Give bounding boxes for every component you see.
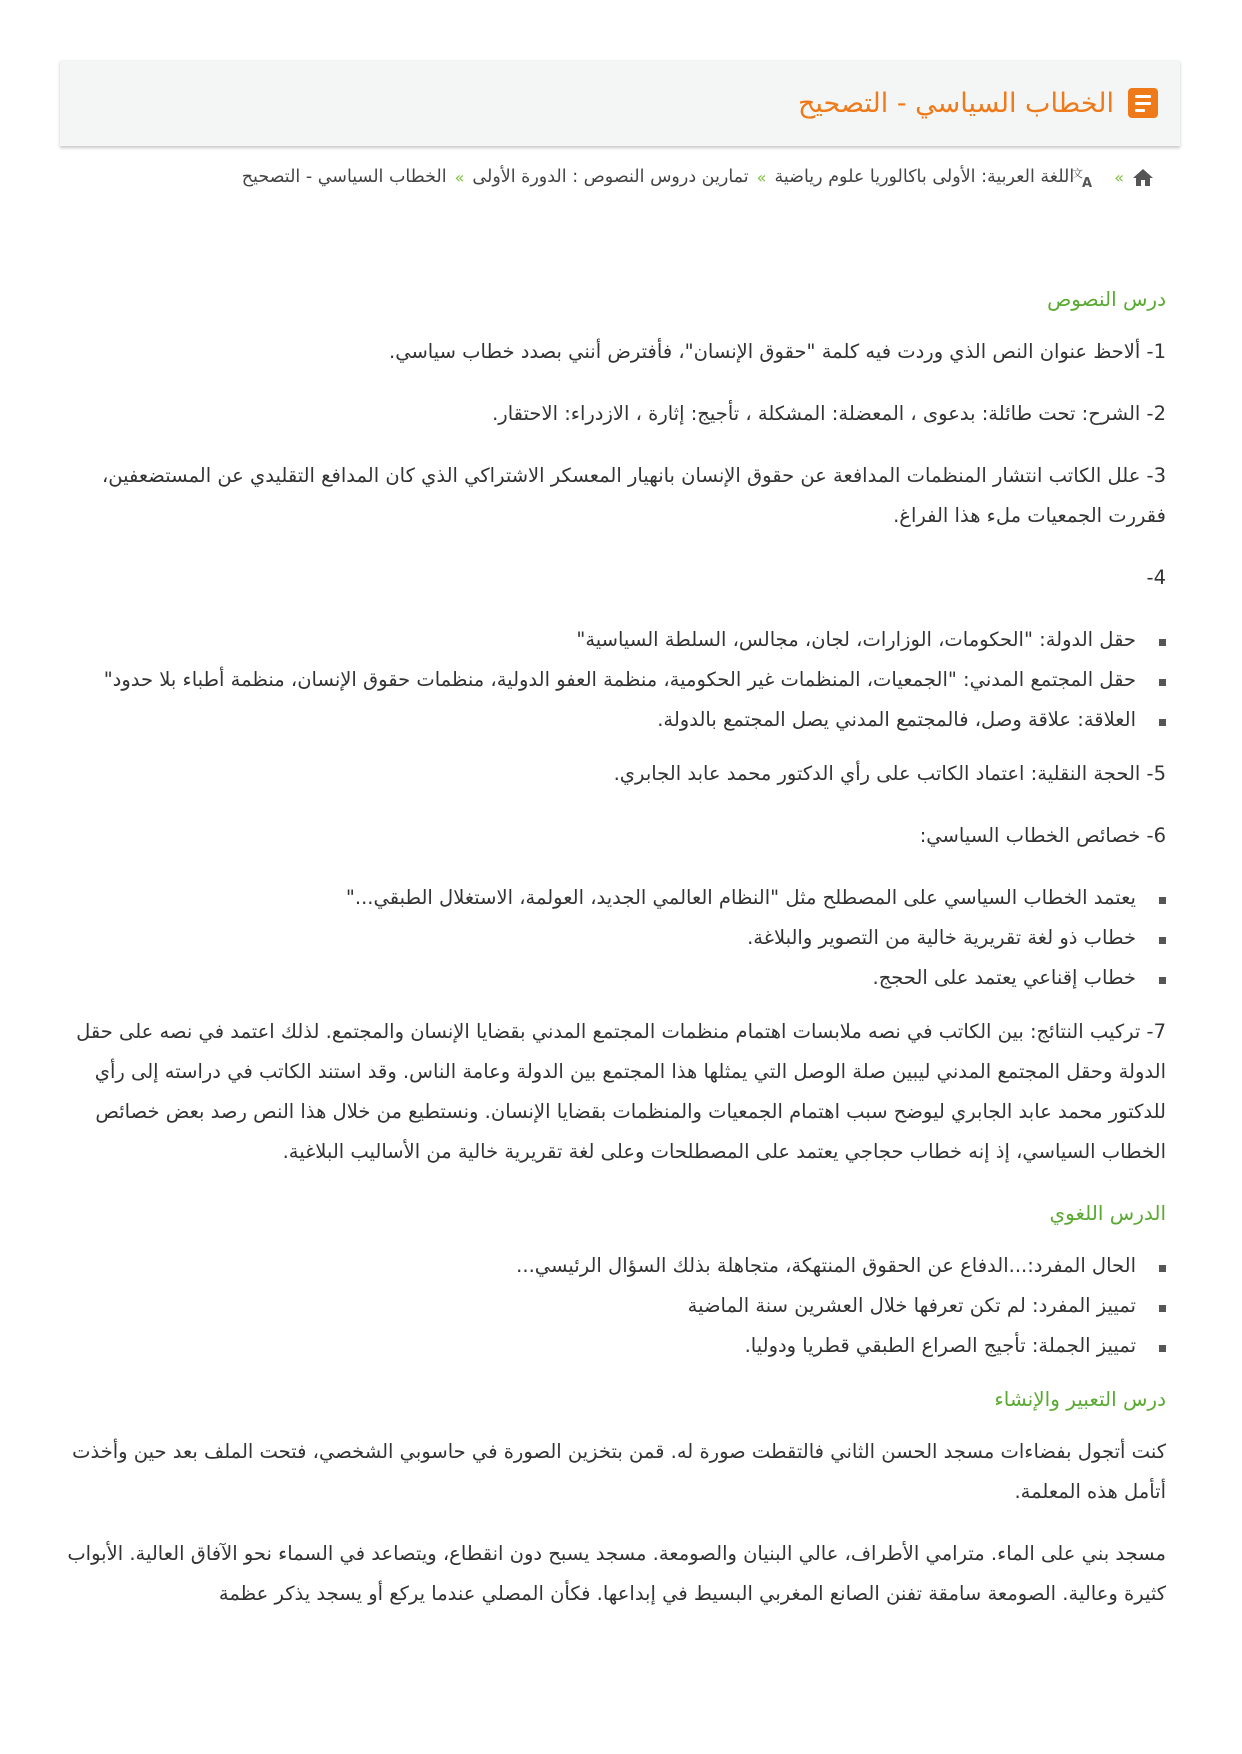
list-item: تمييز المفرد: لم تكن تعرفها خلال العشرين سنة الماضية — [66, 1286, 1136, 1326]
answer-3: 3- علل الكاتب انتشار المنظمات المدافعة عن حقوق الإنسان بانهيار المعسكر الاشتراكي الذي كان المدافع التقليدي عن المستضعفين، فقررت الجمعيات ملء هذا الفراغ. — [102, 464, 1166, 527]
section-heading-texts: درس النصوص — [1047, 287, 1166, 311]
answer-6-list — [66, 878, 1166, 998]
answer-1: 1- ألاحظ عنوان النص الذي وردت فيه كلمة "حقوق الإنسان"، فأفترض أنني بصدد خطاب سياسي. — [389, 340, 1166, 363]
home-icon[interactable] — [1132, 167, 1154, 187]
answer-2: 2- الشرح: تحت طائلة: بدعوى ، المعضلة: المشكلة ، تأجيج: إثارة ، الازدراء: الاحتقار. — [492, 402, 1166, 425]
title-bar — [60, 60, 1180, 146]
list-item: تمييز الجملة: تأجيج الصراع الطبقي قطريا ودوليا. — [66, 1326, 1136, 1366]
list-item: الحال المفرد:...الدفاع عن الحقوق المنتهكة، متجاهلة بذلك السؤال الرئيسي... — [66, 1246, 1136, 1286]
article-content — [66, 280, 1166, 1636]
language-list — [66, 1246, 1166, 1366]
answer-7: 7- تركيب النتائج: بين الكاتب في نصه ملابسات اهتمام منظمات المجتمع المدني بقضايا الإنسان والمجتمع. لذلك اعتمد في نصه على حقل الدولة وحقل المجتمع المدني ليبين صلة الوصل التي يمثلها هذا المجتمع بين الدولة وعامة الناس. وقد استند الكاتب في دراسته إلى رأي للدكتور محمد عابد الجابري ليوضح سبب اهتمام الجمعيات والمنظمات بقضايا الإنسان. ونستطيع من خلال هذا النص رصد بعض خصائص الخطاب السياسي، إذ إنه خطاب حجاجي يعتمد على المصطلحات وعلى لغة تقريرية خالية من الأساليب البلاغية. — [76, 1020, 1166, 1163]
list-item: يعتمد الخطاب السياسي على المصطلح مثل "النظام العالمي الجديد، العولمة، الاستغلال الطبقي..." — [66, 878, 1136, 918]
answer-4: 4- — [1146, 566, 1166, 589]
composition-paragraph-1: كنت أتجول بفضاءات مسجد الحسن الثاني فالتقطت صورة له. قمن بتخزين الصورة في حاسوبي الشخصي، فتحت الملف بعد حين وأخذت أتأمل هذه المعلمة. — [72, 1440, 1166, 1503]
section-heading-language: الدرس اللغوي — [1049, 1201, 1166, 1225]
list-item: خطاب ذو لغة تقريرية خالية من التصوير والبلاغة. — [66, 918, 1136, 958]
breadcrumb-current: الخطاب السياسي - التصحيح — [241, 167, 447, 187]
svg-text:A: A — [1082, 176, 1093, 191]
breadcrumb-link-exercises[interactable]: تمارين دروس النصوص : الدورة الأولى — [472, 167, 749, 187]
answer-5: 5- الحجة النقلية: اعتماد الكاتب على رأي الدكتور محمد عابد الجابري. — [613, 762, 1166, 785]
page-title: الخطاب السياسي - التصحيح — [797, 87, 1114, 119]
list-item: العلاقة: علاقة وصل، فالمجتمع المدني يصل المجتمع بالدولة. — [66, 700, 1136, 740]
answer-4-list — [66, 620, 1166, 740]
breadcrumb — [60, 166, 1154, 191]
breadcrumb-separator: » — [1114, 167, 1124, 187]
breadcrumb-separator: » — [756, 167, 767, 187]
document-icon — [1128, 88, 1158, 118]
answer-6: 6- خصائص الخطاب السياسي: — [919, 824, 1166, 847]
list-item: حقل الدولة: "الحكومات، الوزارات، لجان، مجالس، السلطة السياسية" — [66, 620, 1136, 660]
composition-paragraph-2: مسجد بني على الماء. مترامي الأطراف، عالي البنيان والصومعة. مسجد يسبح دون انقطاع، ويتصاعد في السماء نحو الآفاق العالية. الأبواب كثيرة وعالية. الصومعة سامقة تفنن الصانع المغربي البسيط في إبداعها. فكأن المصلي عندما يركع أو يسجد يذكر عظمة — [67, 1542, 1166, 1605]
list-item: حقل المجتمع المدني: "الجمعيات، المنظمات غير الحكومية، منظمة العفو الدولية، منظمات حقوق الإنسان، منظمة أطباء بلا حدود" — [66, 660, 1136, 700]
translate-icon — [1072, 166, 1106, 191]
section-heading-composition: درس التعبير والإنشاء — [994, 1387, 1166, 1411]
svg-text:文: 文 — [1072, 167, 1084, 180]
list-item: خطاب إقناعي يعتمد على الحجج. — [66, 958, 1136, 998]
breadcrumb-separator: » — [454, 167, 465, 187]
breadcrumb-link-subject[interactable]: اللغة العربية: الأولى باكالوريا علوم رياضية — [774, 167, 1075, 187]
